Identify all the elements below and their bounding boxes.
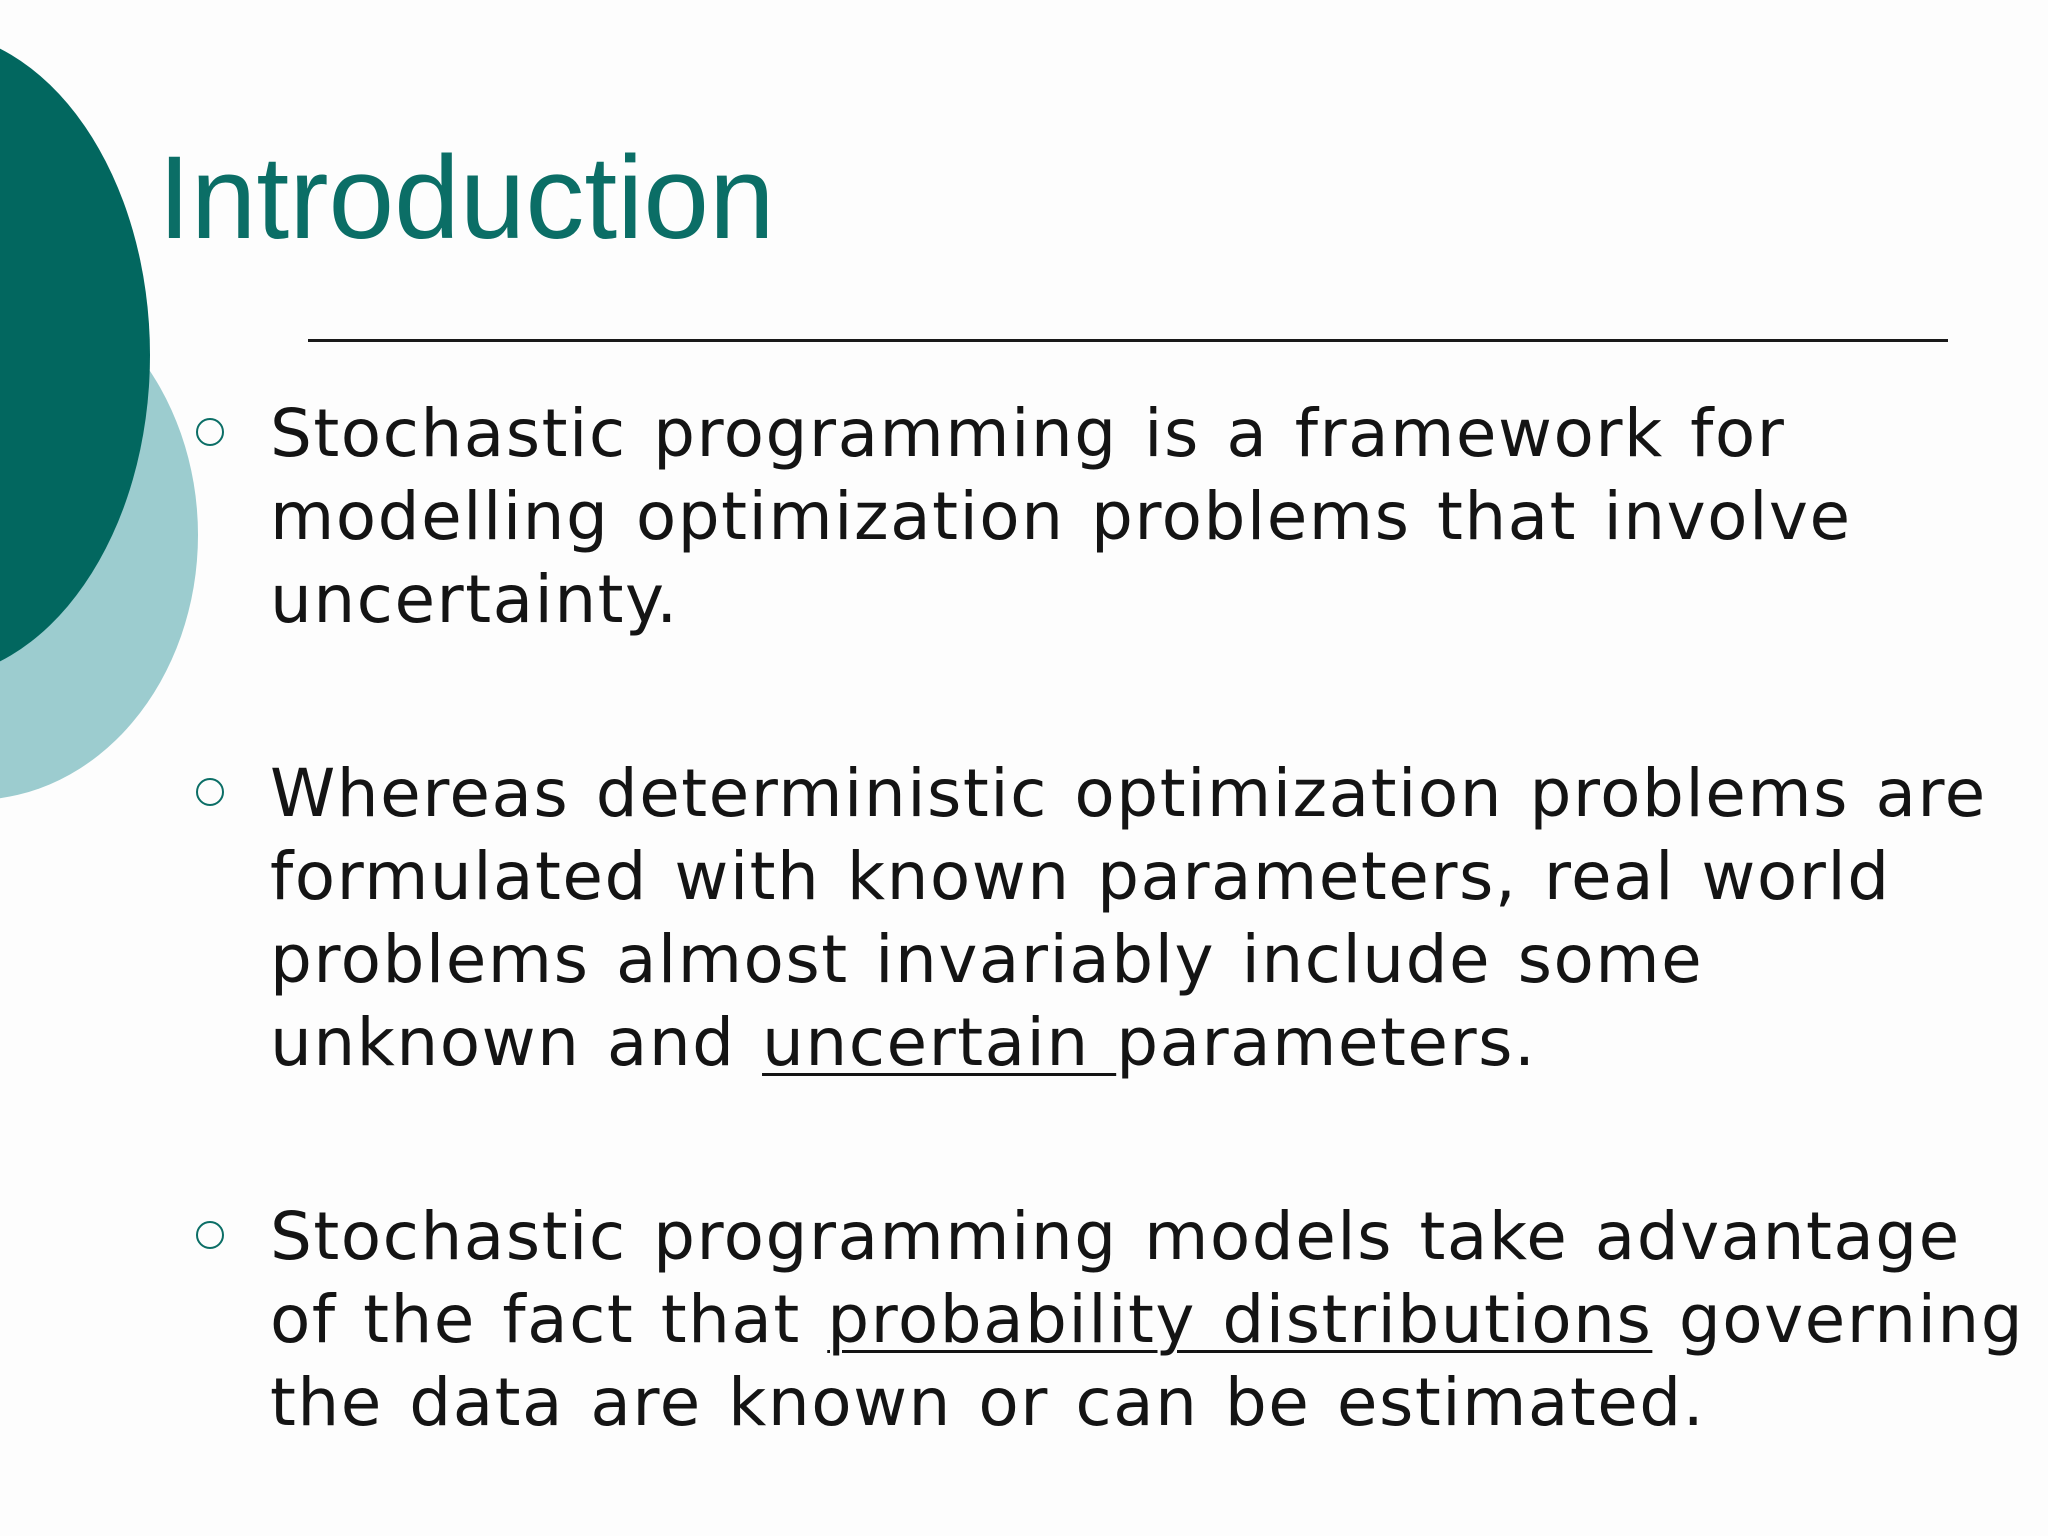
bullet-text-1-part-1: Stochastic programming is a framework for modelling optimization problems that involve uncertainty. xyxy=(270,395,1852,638)
bullet-text-3-part-1: Stochastic programming models take advantage of the fact that xyxy=(270,1198,1961,1358)
bullet-text-2-part-1: Whereas deterministic optimization problems are formulated with known parameters, real world problems almost invariably include some unknown and xyxy=(270,755,1987,1081)
hollow-circle-bullet-icon xyxy=(196,1221,224,1249)
hollow-circle-bullet-icon xyxy=(196,778,224,806)
slide-title: Introduction xyxy=(158,132,775,264)
underlined-term-probability-distributions: probability distributions xyxy=(827,1281,1653,1358)
bullet-text-1 xyxy=(270,392,2040,641)
bullet-text-3 xyxy=(270,1195,2040,1444)
title-divider xyxy=(308,339,1948,342)
underlined-term-uncertain: uncertain xyxy=(762,1004,1117,1081)
bullet-text-2 xyxy=(270,752,2040,1084)
hollow-circle-bullet-icon xyxy=(196,418,224,446)
bullet-text-2-part-2: parameters. xyxy=(1116,1004,1537,1081)
bullet-text-3-part-2: governing the data are known or can be estimated. xyxy=(270,1281,2025,1441)
